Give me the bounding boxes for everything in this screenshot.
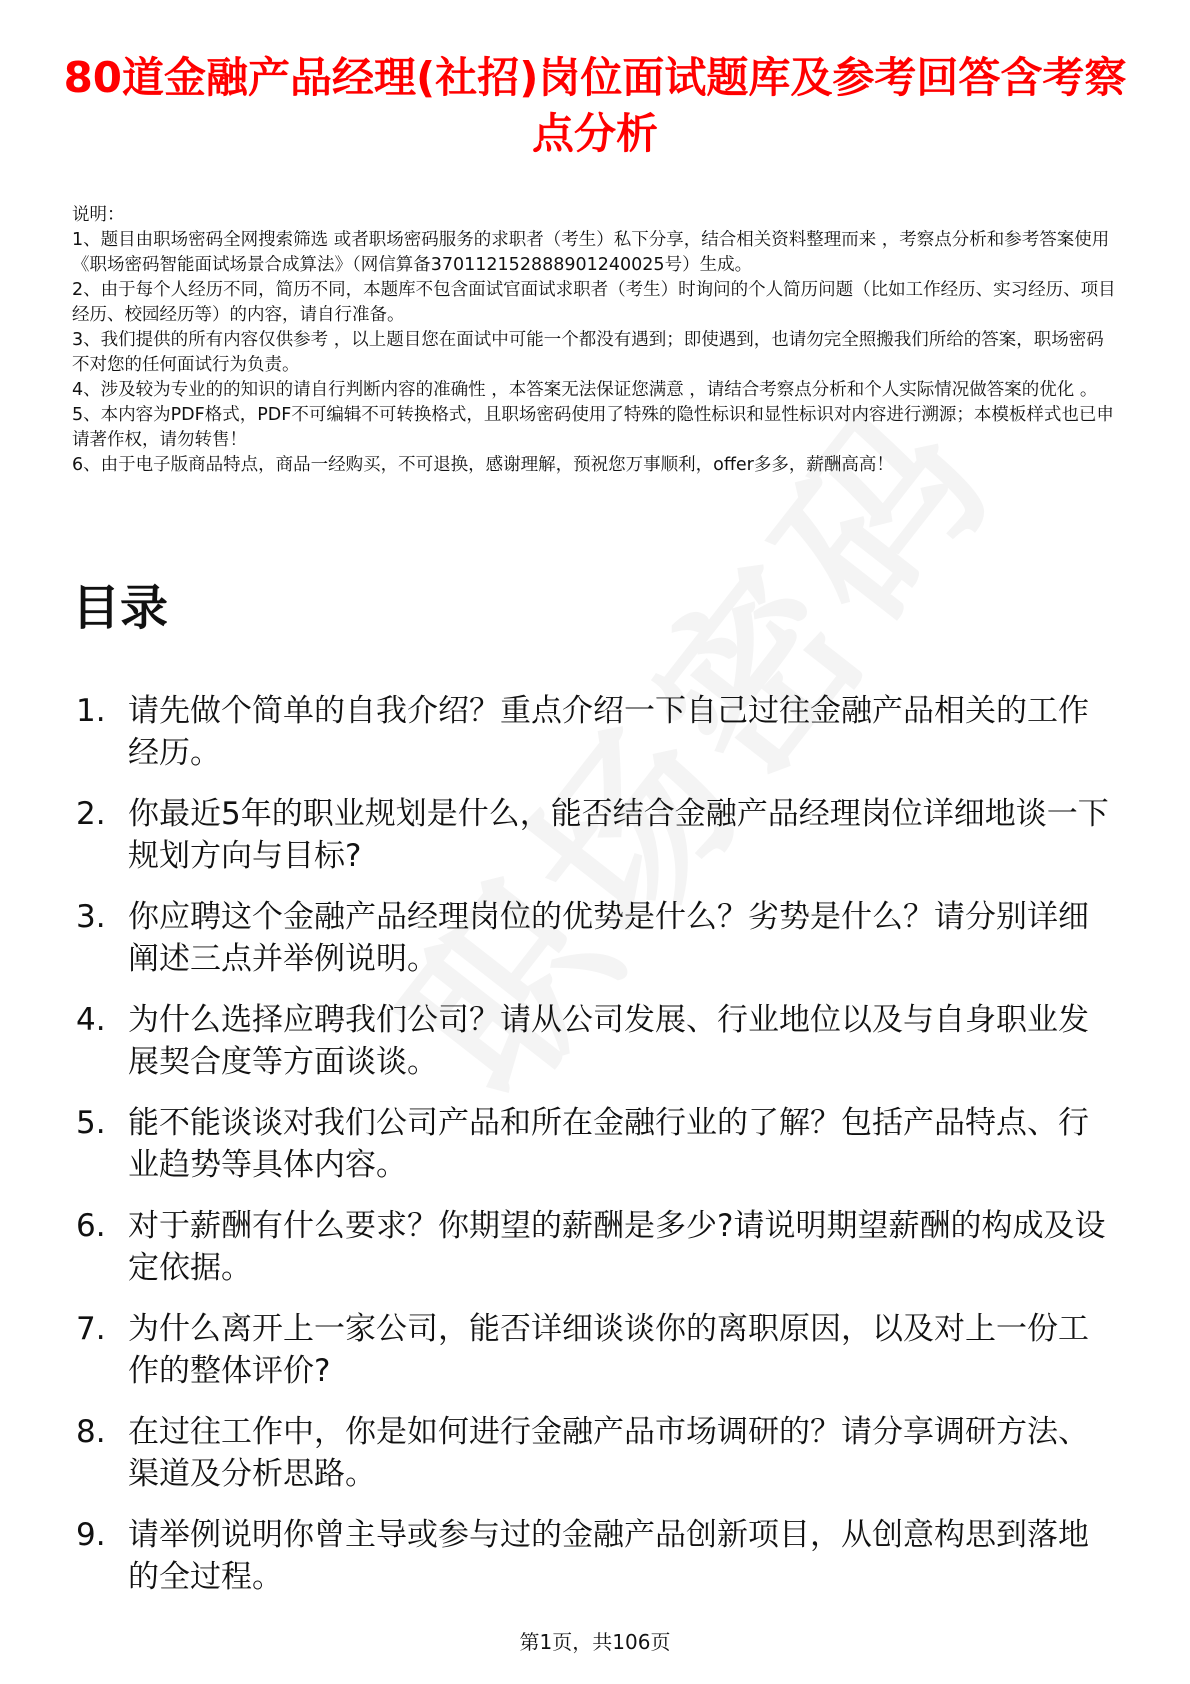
toc-item-number: 4. <box>76 1002 106 1038</box>
note-item: 1、题目由职场密码全网搜索筛选 或者职场密码服务的求职者（考生）私下分享，结合相关资料整理而来 ，考察点分析和参考答案使用《职场密码智能面试场景合成算法》（网信算备370112152888901240025号）生成。 <box>72 230 1110 275</box>
toc-item-text: 能不能谈谈对我们公司产品和所在金融行业的了解？包括产品特点、行业趋势等具体内容。 <box>128 1105 1089 1183</box>
toc-item-text: 为什么选择应聘我们公司？请从公司发展、行业地位以及与自身职业发展契合度等方面谈谈。 <box>128 1002 1089 1080</box>
toc-item[interactable] <box>72 1514 1117 1598</box>
toc-item-text: 在过往工作中，你是如何进行金融产品市场调研的？请分享调研方法、渠道及分析思路。 <box>128 1414 1089 1492</box>
toc-item-text: 请举例说明你曾主导或参与过的金融产品创新项目，从创意构思到落地的全过程。 <box>128 1517 1089 1595</box>
toc-item-number: 3. <box>76 899 106 935</box>
page-footer: 第1页，共106页 <box>519 1630 671 1654</box>
toc-item-text: 为什么离开上一家公司，能否详细谈谈你的离职原因，以及对上一份工作的整体评价? <box>128 1311 1089 1389</box>
toc-item[interactable] <box>72 1308 1117 1392</box>
note-item: 3、我们提供的所有内容仅供参考 ，以上题目您在面试中可能一个都没有遇到；即使遇到，也请勿完全照搬我们所给的答案，职场密码不对您的任何面试行为负责。 <box>72 330 1104 375</box>
toc-item-number: 6. <box>76 1208 106 1244</box>
toc-item-text: 请先做个简单的自我介绍？重点介绍一下自己过往金融产品相关的工作经历。 <box>128 693 1089 771</box>
toc-item-text: 对于薪酬有什么要求？你期望的薪酬是多少?请说明期望薪酬的构成及设定依据。 <box>128 1208 1106 1286</box>
toc-item[interactable] <box>72 896 1117 980</box>
note-item: 4、涉及较为专业的的知识的请自行判断内容的准确性 ，本答案无法保证您满意 ，请结合考察点分析和个人实际情况做答案的优化 。 <box>72 380 1098 400</box>
toc-item-number: 7. <box>76 1311 106 1347</box>
toc-item-number: 5. <box>76 1105 106 1141</box>
document-title: 80道金融产品经理(社招)岗位面试题库及参考回答含考察点分析 <box>63 53 1127 158</box>
toc-item-number: 9. <box>76 1517 106 1553</box>
notes-section <box>72 203 1117 478</box>
toc-item-text: 你应聘这个金融产品经理岗位的优势是什么？劣势是什么？请分别详细阐述三点并举例说明。 <box>128 899 1089 977</box>
table-of-contents <box>72 690 1117 1617</box>
toc-item-text: 你最近5年的职业规划是什么，能否结合金融产品经理岗位详细地谈一下规划方向与目标? <box>128 796 1109 874</box>
toc-item-number: 2. <box>76 796 106 832</box>
note-item: 2、由于每个人经历不同，简历不同，本题库不包含面试官面试求职者（考生）时询问的个人简历问题（比如工作经历、实习经历、项目经历、校园经历等）的内容，请自行准备。 <box>72 280 1116 325</box>
toc-item-number: 1. <box>76 693 106 729</box>
note-item: 6、由于电子版商品特点，商品一经购买，不可退换，感谢理解，预祝您万事顺利，offer多多，薪酬高高！ <box>72 455 894 475</box>
toc-heading: 目录 <box>72 580 169 636</box>
notes-heading: 说明： <box>72 205 125 225</box>
toc-item[interactable] <box>72 690 1117 774</box>
note-item: 5、本内容为PDF格式，PDF不可编辑不可转换格式，且职场密码使用了特殊的隐性标识和显性标识对内容进行溯源；本模板样式也已申请著作权，请勿转售！ <box>72 405 1114 450</box>
toc-item[interactable] <box>72 1205 1117 1289</box>
toc-item[interactable] <box>72 793 1117 877</box>
toc-item[interactable] <box>72 1102 1117 1186</box>
toc-item[interactable] <box>72 1411 1117 1495</box>
toc-item[interactable] <box>72 999 1117 1083</box>
toc-item-number: 8. <box>76 1414 106 1450</box>
